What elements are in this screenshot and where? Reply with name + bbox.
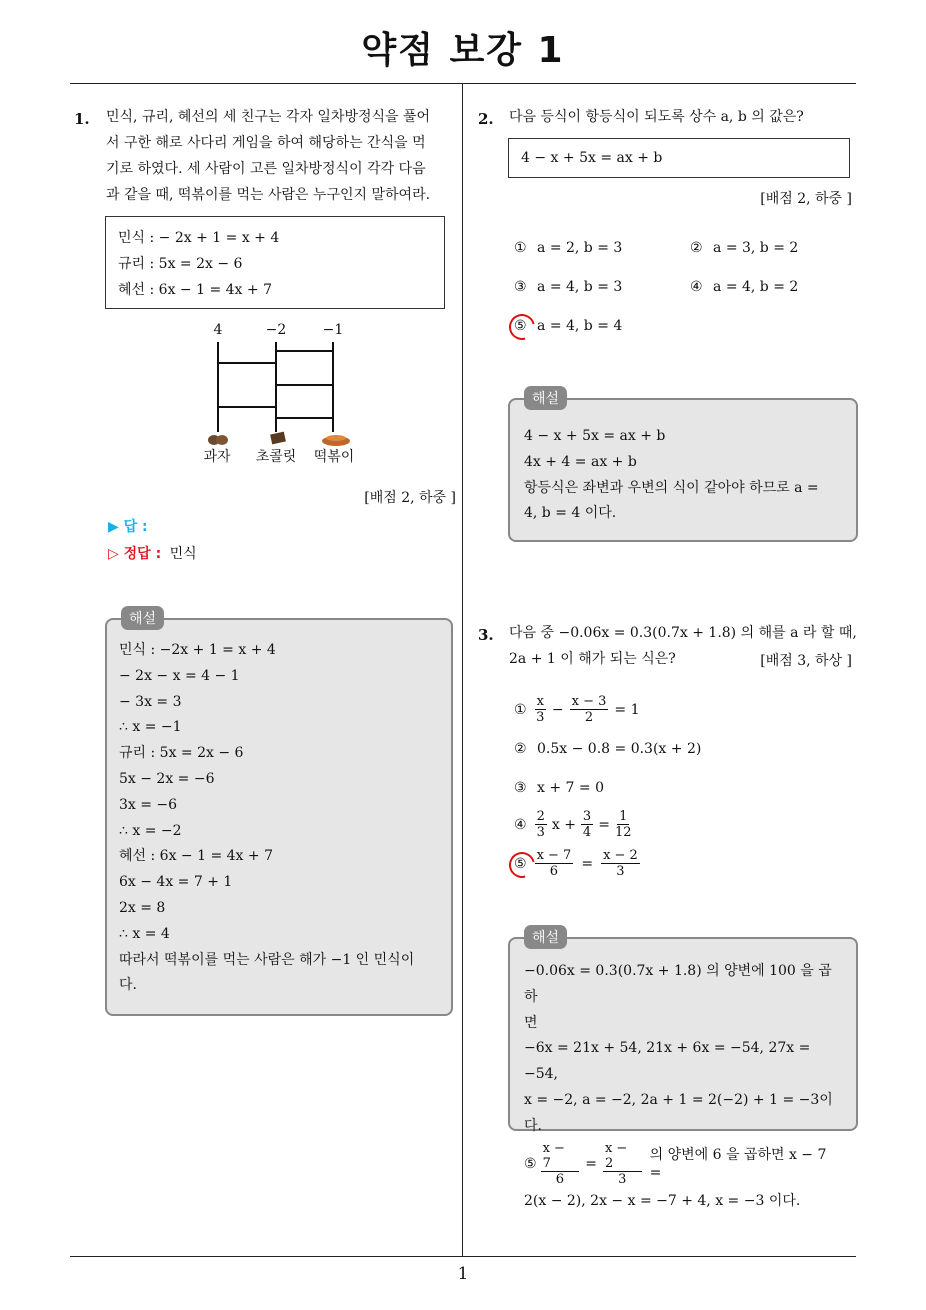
denominator: 12 <box>614 825 632 840</box>
q2-equation-box <box>508 138 850 178</box>
q3-sol-line: 면 <box>524 1014 538 1031</box>
choice-mark: ⑤ <box>514 855 527 872</box>
q1-sol-line: 3x = −6 <box>119 796 178 813</box>
choice-mark: ③ <box>514 780 527 796</box>
q1-sol-line: − 3x = 3 <box>119 693 182 710</box>
fraction <box>535 848 574 879</box>
numerator: 1 <box>619 809 628 824</box>
fraction <box>603 1141 642 1187</box>
q1-solution-tag: 해설 <box>121 606 164 630</box>
q1-sol-line: − 2x − x = 4 − 1 <box>119 667 240 684</box>
page-number: 1 <box>457 1264 469 1284</box>
q3-sol-line: 2(x − 2), 2x − x = −7 + 4, x = −3 이다. <box>524 1192 801 1209</box>
q1-sol-line: 따라서 떡볶이를 먹는 사람은 해가 −1 인 민식이 <box>119 951 415 968</box>
numerator: 3 <box>582 809 592 824</box>
q3-solution-tag: 해설 <box>524 925 567 949</box>
q2-choice-3[interactable] <box>514 279 622 295</box>
q1-solution-box <box>105 611 453 1016</box>
q2-text: 다음 등식이 항등식이 되도록 상수 a, b 의 값은? <box>509 109 804 125</box>
q3-sol-line: −0.06x = 0.3(0.7x + 1.8) 의 양변에 100 을 곱하 <box>524 963 832 1005</box>
q3-number: 3. <box>478 626 494 644</box>
ladder-top-label: −1 <box>322 322 344 338</box>
footer-rule <box>70 1256 856 1257</box>
q3-solution-box <box>508 930 858 1209</box>
q1-answer-label: ▶ 답 : <box>108 519 148 535</box>
q1-sol-line: ∴ x = 4 <box>119 925 170 942</box>
q2-choice-4[interactable] <box>690 279 798 295</box>
q1-sol-line: 규리 : 5x = 2x − 6 <box>119 745 244 762</box>
denominator: 3 <box>536 825 545 840</box>
q1-text <box>106 104 458 208</box>
fraction <box>570 694 609 725</box>
numerator: x − 7 <box>541 1141 580 1172</box>
choice-text: a = 2, b = 3 <box>537 240 623 256</box>
fraction <box>541 1141 580 1187</box>
choice-mark: ③ <box>514 279 527 295</box>
ladder-top-label: 4 <box>213 322 223 338</box>
sol-text: 의 양변에 6 을 곱하면 x − 7 = <box>649 1146 827 1181</box>
fraction <box>601 848 640 879</box>
q1-sol-line: ∴ x = −2 <box>119 822 182 839</box>
choice-mark: ⑤ <box>524 1155 537 1172</box>
numerator: x <box>536 694 544 709</box>
operator: = <box>585 1155 597 1172</box>
numerator: x − 2 <box>603 1141 642 1172</box>
q3-points: [배점 3, 하상 ] <box>760 653 852 669</box>
chocolate-icon <box>269 430 287 446</box>
q1-correct-value: 민식 <box>169 546 197 562</box>
fraction <box>535 694 546 725</box>
choice-mark: ⑤ <box>514 318 527 334</box>
q2-sol-line: 항등식은 좌변과 우변의 식이 같아야 하므로 a = <box>524 479 819 496</box>
q1-sol-line: 민식 : −2x + 1 = x + 4 <box>119 642 276 658</box>
q1-sol-line: 혜선 : 6x − 1 = 4x + 7 <box>119 848 273 865</box>
q1-number: 1. <box>74 110 90 128</box>
ladder-diagram <box>203 320 355 465</box>
q2-choice-1[interactable] <box>514 240 622 256</box>
q3-choice-2[interactable] <box>514 741 701 757</box>
fraction <box>615 809 632 840</box>
q3-sol-line: −6x = 21x + 54, 21x + 6x = −54, 27x = −54, <box>524 1040 811 1083</box>
choice-text: 0.5x − 0.8 = 0.3(x + 2) <box>537 741 702 757</box>
q3-choice-1[interactable] <box>514 694 640 725</box>
fraction <box>535 809 547 840</box>
denominator: 4 <box>582 825 592 840</box>
operator: x + <box>551 816 576 833</box>
choice-text: a = 4, b = 2 <box>713 279 799 295</box>
q1-text-line: 과 같을 때, 떡볶이를 먹는 사람은 누구인지 말하여라. <box>106 187 431 203</box>
red-answer-mark <box>504 309 540 345</box>
q3-choice-4[interactable] <box>514 809 633 840</box>
numerator: 2 <box>536 809 545 824</box>
numerator: x − 3 <box>571 694 607 709</box>
q2-points: [배점 2, 하중 ] <box>760 191 852 207</box>
q2-solution-box <box>508 391 858 542</box>
q1-equation-box <box>105 216 445 309</box>
numerator: x − 7 <box>536 848 572 863</box>
q1-points: [배점 2, 하중 ] <box>364 490 456 506</box>
q1-sol-line: 5x − 2x = −6 <box>119 770 215 787</box>
operator: − <box>551 701 564 718</box>
q1-correct-label: ▷ 정답 : <box>108 546 162 562</box>
ladder-bottom-label: 과자 <box>203 449 231 465</box>
equation-rhs: = 1 <box>614 701 640 718</box>
q1-box-line: 민식 : − 2x + 1 = x + 4 <box>118 230 280 246</box>
choice-mark: ④ <box>690 279 703 295</box>
choice-mark: ① <box>514 240 527 256</box>
denominator: 3 <box>618 1171 627 1187</box>
denominator: 3 <box>536 710 545 725</box>
choice-text: x + 7 = 0 <box>537 780 604 796</box>
denominator: 2 <box>584 710 594 725</box>
choice-text: a = 3, b = 2 <box>713 240 799 256</box>
q2-sol-line: 4x + 4 = ax + b <box>524 453 637 470</box>
q3-choice-3[interactable] <box>514 780 604 796</box>
q2-box-equation: 4 − x + 5x = ax + b <box>521 150 663 166</box>
header-rule <box>70 83 856 84</box>
choice-mark: ② <box>514 741 527 757</box>
operator: = <box>598 816 610 833</box>
denominator: 6 <box>555 1171 565 1187</box>
q3-text-line: 다음 중 −0.06x = 0.3(0.7x + 1.8) 의 해를 a 라 할 때, <box>509 625 857 641</box>
choice-text: a = 4, b = 4 <box>537 318 623 334</box>
q3-sol-line: x = −2, a = −2, 2a + 1 = 2(−2) + 1 = −3이다. <box>524 1091 833 1134</box>
q2-choice-2[interactable] <box>690 240 798 256</box>
choice-mark: ① <box>514 701 527 718</box>
ladder-lines <box>205 340 350 435</box>
q1-sol-line: ∴ x = −1 <box>119 719 182 736</box>
ladder-bottom-label: 떡볶이 <box>313 449 355 465</box>
choice-text: a = 4, b = 3 <box>537 279 623 295</box>
ladder-bottom-label: 초콜릿 <box>255 449 297 465</box>
ladder-top-label: −2 <box>265 322 287 338</box>
q2-sol-line: 4, b = 4 이다. <box>524 505 617 522</box>
snack-icon <box>207 432 229 446</box>
q1-sol-line: 다. <box>119 977 137 994</box>
q1-sol-line: 2x = 8 <box>119 899 166 916</box>
q2-number: 2. <box>478 110 494 128</box>
q1-sol-line: 6x − 4x = 7 + 1 <box>119 874 233 891</box>
tteokbokki-icon <box>321 432 351 446</box>
operator: = <box>581 855 594 872</box>
q1-correct-answer <box>108 543 197 563</box>
choice-mark: ② <box>690 240 703 256</box>
q3-sol-fraction-line <box>524 1141 842 1187</box>
q1-text-line: 기로 하였다. 세 사람이 고른 일차방정식이 각각 다음 <box>106 161 426 177</box>
q3-text-line: 2a + 1 이 해가 되는 식은? <box>509 651 676 667</box>
column-divider <box>462 84 463 1256</box>
q1-text-line: 서 구한 해로 사다리 게임을 하여 해당하는 간식을 먹 <box>106 135 426 151</box>
denominator: 6 <box>549 864 559 879</box>
q2-solution-tag: 해설 <box>524 386 567 410</box>
q1-box-line: 규리 : 5x = 2x − 6 <box>118 256 243 272</box>
q2-sol-line: 4 − x + 5x = ax + b <box>524 428 666 444</box>
q1-text-line: 민식, 규리, 혜선의 세 친구는 각자 일차방정식을 풀어 <box>106 109 431 125</box>
q1-box-line: 혜선 : 6x − 1 = 4x + 7 <box>118 282 272 298</box>
choice-mark: ④ <box>514 816 527 833</box>
numerator: x − 2 <box>603 848 638 863</box>
denominator: 3 <box>616 864 625 879</box>
page-title: 약점 보강 1 <box>361 30 565 71</box>
fraction <box>581 809 593 840</box>
